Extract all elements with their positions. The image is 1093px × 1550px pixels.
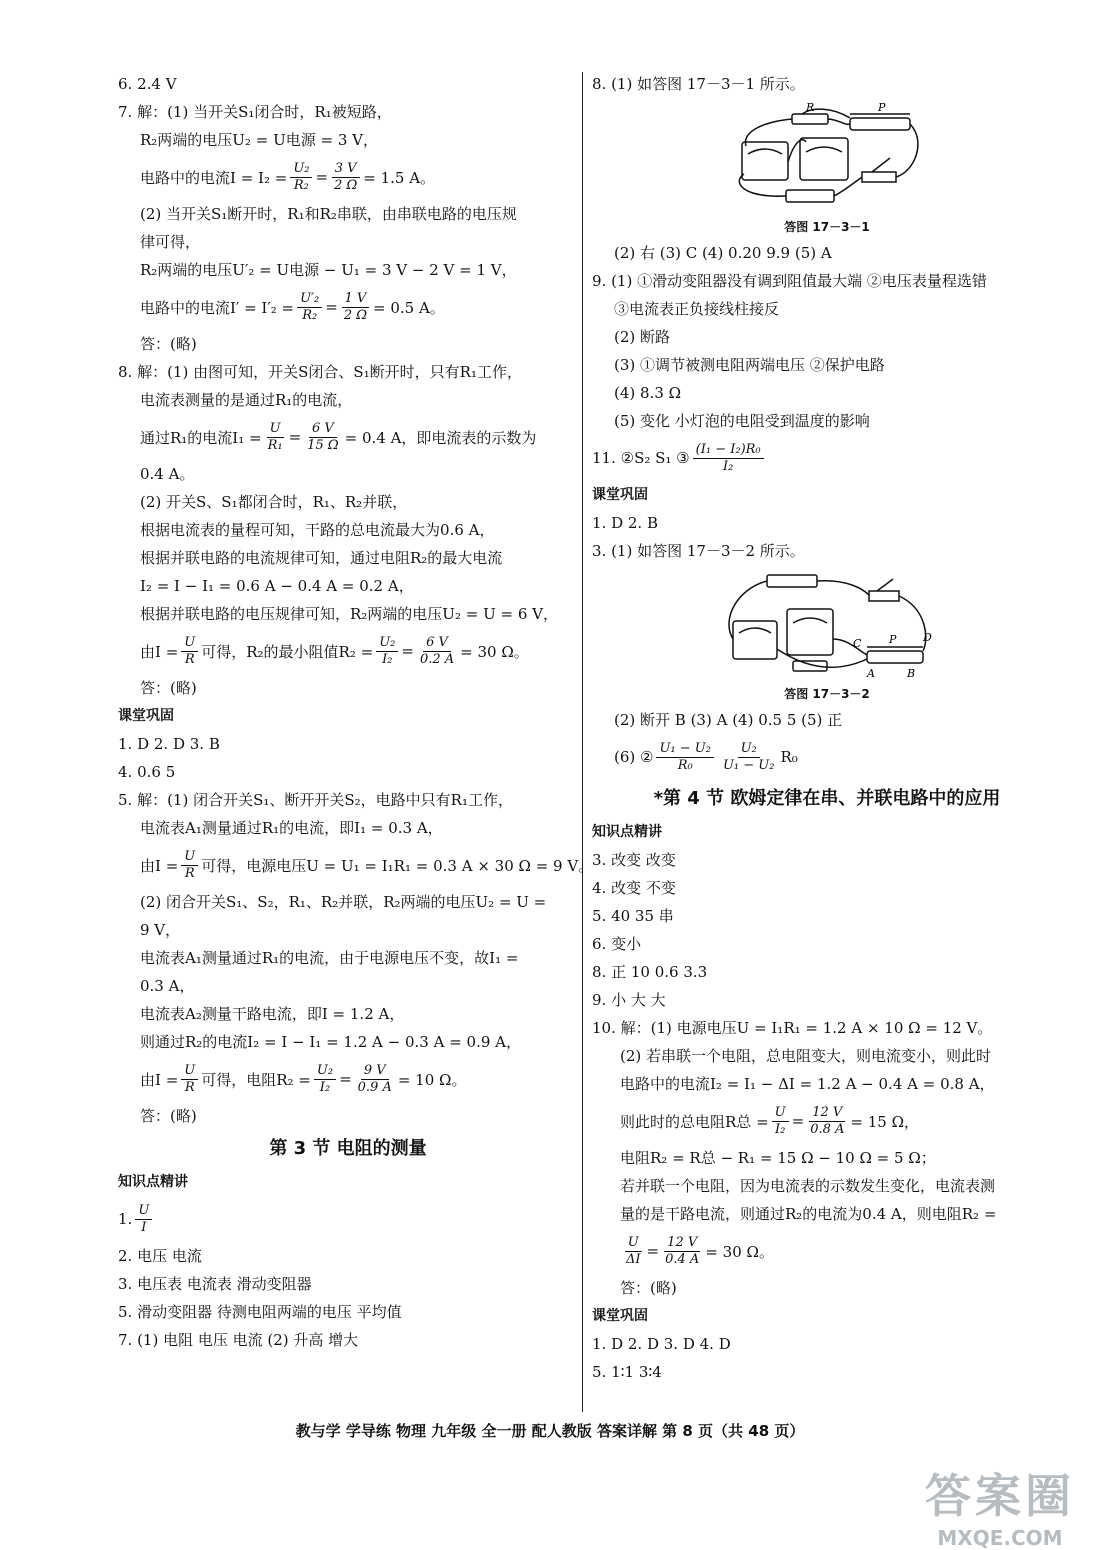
answer-line: R₂两端的电压U′₂ = U电源 − U₁ = 3 V − 2 V = 1 V， [140, 261, 517, 279]
circuit-figure-17-3-1 [592, 102, 1062, 235]
fraction [331, 161, 360, 194]
formula-text: 由I = [140, 642, 179, 661]
formula-text: 1. [118, 1210, 133, 1228]
answer-line: 电流表A₁测量通过R₁的电流，即I₁ = 0.3 A， [140, 819, 443, 837]
numerator: U₁ − U₂ [656, 741, 714, 758]
answer-line: 4. 改变 不变 [592, 879, 676, 897]
fraction [417, 635, 457, 668]
answer-line: 根据并联电路的电流规律可知，通过电阻R₂的最大电流 [140, 549, 503, 567]
label-b: B [907, 667, 916, 680]
fraction [772, 1105, 789, 1138]
fraction [623, 1235, 644, 1268]
denominator: 2 Ω [334, 177, 358, 193]
answer-line: 电流表A₁测量通过R₁的电流，由于电源电压不变，故I₁ = [140, 949, 519, 967]
fraction [181, 1063, 198, 1096]
formula-line [592, 435, 1062, 481]
answer-line: 6. 2.4 V [118, 75, 177, 93]
answer-line: 3. 电压表 电流表 滑动变阻器 [118, 1275, 312, 1293]
answer-line: 7. 解：(1) 当开关S₁闭合时，R₁被短路， [118, 103, 392, 121]
numerator: 9 V [361, 1063, 389, 1080]
denominator: I₂ [722, 458, 734, 474]
answer-line: 律可得， [140, 233, 201, 251]
fraction [181, 849, 198, 882]
formula-line [118, 414, 578, 460]
fraction [181, 635, 198, 668]
denominator: ΔI [626, 1251, 641, 1267]
formula-text: = [646, 1242, 660, 1260]
answer-line: 4. 0.6 5 [118, 763, 176, 781]
answer-line: 3. (1) 如答图 17－3－2 所示。 [592, 542, 805, 560]
numerator: 3 V [332, 161, 360, 178]
label-p: P [889, 633, 897, 646]
circuit-figure-17-3-2 [592, 569, 1062, 702]
answer-line: 5. 解：(1) 闭合开关S₁、断开开关S₂，电路中只有R₁工作， [118, 791, 513, 809]
formula-text: 则此时的总电阻R总 = [620, 1112, 769, 1131]
denominator: R [184, 1079, 195, 1095]
answer-line: 5. 滑动变阻器 待测电阻两端的电压 平均值 [118, 1303, 402, 1321]
answer-line: 电流表测量的是通过R₁的电流， [140, 391, 353, 409]
denominator: R₂ [293, 177, 309, 193]
denominator: R₀ [677, 757, 693, 773]
fraction [656, 741, 714, 774]
answer-line: 1. D 2. B [592, 514, 658, 532]
denominator: R [184, 651, 195, 667]
answer-line: 8. 解：(1) 由图可知，开关S闭合、S₁断开时，只有R₁工作， [118, 363, 522, 381]
answer-line: 根据并联电路的电压规律可知，R₂两端的电压U₂ = U = 6 V， [140, 605, 558, 623]
answer-line: 9 V， [140, 921, 181, 939]
denominator: I₂ [774, 1121, 786, 1137]
numerator: U [181, 1063, 198, 1080]
denominator: 0.4 A [665, 1251, 700, 1267]
numerator: 6 V [423, 635, 451, 652]
label-c: C [853, 637, 862, 650]
formula-text: = 30 Ω。 [460, 642, 529, 661]
answer-line: 10. 解：(1) 电源电压U = I₁R₁ = 1.2 A × 10 Ω = 12 V。 [592, 1019, 993, 1037]
label-r: R [806, 102, 815, 114]
denominator: 0.8 A [810, 1121, 845, 1137]
answer-line: 答：(略) [620, 1279, 677, 1297]
formula-text: 11. ②S₂ S₁ ③ [592, 449, 690, 467]
right-column [592, 70, 1062, 1386]
denominator: R [184, 865, 195, 881]
answer-line: 9. 小 大 大 [592, 991, 666, 1009]
formula-line [118, 842, 594, 888]
answer-line: 5. 1∶1 3∶4 [592, 1363, 662, 1381]
denominator: 2 Ω [343, 307, 368, 323]
circuit-diagram [722, 102, 932, 214]
answer-line: 5. 40 35 串 [592, 907, 674, 925]
formula-text: = [339, 1070, 352, 1088]
fraction [693, 442, 764, 475]
answer-line: 答：(略) [140, 1107, 197, 1125]
section-title: 第 3 节 电阻的测量 [269, 1138, 427, 1159]
numerator: U [181, 849, 198, 866]
numerator: 1 V [342, 291, 370, 308]
formula-text: 由I = [140, 1070, 179, 1089]
answer-line: 6. 变小 [592, 935, 642, 953]
denominator: I₂ [319, 1079, 331, 1095]
formula-text: = [325, 298, 338, 316]
answer-line: R₂两端的电压U₂ = U电源 = 3 V， [140, 131, 378, 149]
fraction [290, 161, 312, 194]
fraction [341, 291, 370, 324]
section-title: *第 4 节 欧姆定律在串、并联电路中的应用 [653, 788, 1001, 809]
formula-line [118, 628, 578, 674]
section-heading: 知识点精讲 [118, 1174, 188, 1190]
denominator: 0.2 A [419, 651, 455, 667]
answer-line: 电阻R₂ = R总 − R₁ = 15 Ω − 10 Ω = 5 Ω； [620, 1149, 936, 1167]
formula-text: 可得，R₂的最小阻值R₂ = [201, 642, 374, 661]
circuit-diagram [717, 569, 937, 681]
answer-line: 7. (1) 电阻 电压 电流 (2) 升高 增大 [118, 1331, 359, 1349]
denominator: I [141, 1219, 147, 1235]
denominator: R₁ [267, 437, 283, 453]
answer-line: 9. (1) ①滑动变阻器没有调到阻值最大端 ②电压表量程选错 [592, 272, 987, 290]
watermark-title: 答案圈 [925, 1469, 1075, 1523]
answer-line: 电流表A₂测量干路电流，即I = 1.2 A， [140, 1005, 405, 1023]
formula-text: = 15 Ω， [850, 1112, 920, 1131]
denominator: R₂ [302, 307, 318, 323]
answer-line: 则通过R₂的电流I₂ = I − I₁ = 1.2 A − 0.3 A = 0.9 A， [140, 1033, 521, 1051]
denominator: U₁ − U₂ [722, 757, 775, 773]
answer-line: 2. 电压 电流 [118, 1247, 202, 1265]
formula-text: 通过R₁的电流I₁ = [140, 428, 262, 447]
denominator: I₂ [382, 651, 393, 667]
label-p: P [878, 102, 886, 114]
formula-text: = [288, 428, 302, 446]
formula-line [118, 1196, 578, 1242]
fraction [720, 741, 778, 774]
answer-line: (2) 当开关S₁断开时，R₁和R₂串联，由串联电路的电压规 [140, 205, 517, 223]
figure-caption: 答图 17－3－1 [784, 220, 870, 234]
fraction [662, 1235, 702, 1268]
answer-line: 量的是干路电流，则通过R₂的电流为0.4 A，则电阻R₂ = [620, 1205, 997, 1223]
page-footer: 教与学 学导练 物理 九年级 全一册 配人教版 答案详解 第 8 页（共 48 页） [295, 1422, 805, 1440]
answer-line: 1. D 2. D 3. B [118, 735, 220, 753]
left-column [118, 70, 594, 1354]
answer-line: 0.4 A。 [140, 465, 195, 483]
fraction [807, 1105, 847, 1138]
formula-line [118, 154, 578, 200]
figure-caption: 答图 17－3－2 [784, 687, 870, 701]
label-a: A [867, 667, 875, 680]
numerator: U₂ [738, 741, 760, 758]
numerator: 12 V [664, 1235, 700, 1252]
formula-line [118, 1056, 578, 1102]
fraction [314, 1063, 336, 1096]
answer-line: 8. (1) 如答图 17－3－1 所示。 [592, 75, 805, 93]
section-heading: 课堂巩固 [592, 1308, 648, 1324]
answer-line: 根据电流表的量程可知，干路的总电流最大为0.6 A， [140, 521, 495, 539]
formula-text: = 1.5 A。 [363, 168, 436, 187]
column-divider [582, 72, 583, 1412]
numerator: U₂ [376, 635, 398, 652]
answer-line: 电路中的电流I₂ = I₁ − ΔI = 1.2 A − 0.4 A = 0.8 A， [620, 1075, 995, 1093]
answer-line: (2) 开关S、S₁都闭合时，R₁、R₂并联， [140, 493, 408, 511]
answer-line: (4) 8.3 Ω [614, 384, 682, 402]
formula-text: = [401, 642, 414, 660]
answer-line: 3. 改变 改变 [592, 851, 676, 869]
numerator: U₂ [314, 1063, 336, 1080]
formula-text: 由I = [140, 856, 179, 875]
formula-text: = 0.5 A。 [373, 298, 445, 317]
label-d: D [923, 631, 932, 644]
formula-text: 电路中的电流I′ = I′₂ = [140, 298, 295, 317]
section-heading: 知识点精讲 [592, 824, 662, 840]
formula-text: = 30 Ω。 [705, 1242, 774, 1261]
formula-line [592, 1228, 1062, 1274]
numerator: U [772, 1105, 789, 1122]
numerator: U [135, 1203, 152, 1220]
formula-line [592, 734, 1062, 780]
numerator: U′₂ [297, 291, 322, 308]
fraction [265, 421, 286, 454]
numerator: 12 V [809, 1105, 845, 1122]
numerator: U [181, 635, 198, 652]
denominator: 15 Ω [307, 437, 339, 453]
answer-line: 答：(略) [140, 335, 197, 353]
answer-line: (2) 闭合开关S₁、S₂，R₁、R₂并联，R₂两端的电压U₂ = U = [140, 893, 547, 911]
formula-text: = [791, 1112, 805, 1130]
watermark-url: MXQE.COM [937, 1526, 1063, 1550]
formula-text: 可得，电源电压U = U₁ = I₁R₁ = 0.3 A × 30 Ω = 9 V。 [201, 856, 594, 875]
fraction [135, 1203, 152, 1236]
section-heading: 课堂巩固 [118, 708, 174, 724]
answer-line: (3) ①调节被测电阻两端电压 ②保护电路 [614, 356, 885, 374]
watermark-logo [925, 1460, 1075, 1550]
formula-line [118, 284, 578, 330]
fraction [355, 1063, 395, 1096]
fraction [304, 421, 341, 454]
answer-line: 答：(略) [140, 679, 197, 697]
answer-line: I₂ = I − I₁ = 0.6 A − 0.4 A = 0.2 A， [140, 577, 414, 595]
numerator: 6 V [309, 421, 337, 438]
numerator: U₂ [290, 161, 312, 178]
answer-line: 1. D 2. D 3. D 4. D [592, 1335, 731, 1353]
answer-line: 8. 正 10 0.6 3.3 [592, 963, 708, 981]
formula-text: = 10 Ω。 [397, 1070, 467, 1089]
answer-line: (2) 断开 B (3) A (4) 0.5 5 (5) 正 [614, 711, 843, 729]
denominator: 0.9 A [357, 1079, 392, 1095]
answer-line: (2) 断路 [614, 328, 671, 346]
numerator: (I₁ − I₂)R₀ [693, 442, 764, 459]
answer-line: (2) 右 (3) C (4) 0.20 9.9 (5) A [614, 244, 832, 262]
formula-text: = 0.4 A，即电流表的示数为 [344, 428, 537, 447]
answer-line: (5) 变化 小灯泡的电阻受到温度的影响 [614, 412, 870, 430]
numerator: U [625, 1235, 642, 1252]
answer-line: 若并联一个电阻，因为电流表的示数发生变化，电流表测 [620, 1177, 996, 1195]
fraction [376, 635, 398, 668]
formula-text: 电路中的电流I = I₂ = [140, 168, 288, 187]
formula-text: = [315, 168, 329, 186]
answer-line: 0.3 A， [140, 977, 195, 995]
numerator: U [267, 421, 284, 438]
answer-line: ③电流表正负接线柱接反 [614, 300, 780, 318]
section-heading: 课堂巩固 [592, 487, 648, 503]
formula-text: (6) ② [614, 748, 654, 766]
fraction [297, 291, 322, 324]
answer-line: (2) 若串联一个电阻，总电阻变大，则电流变小，则此时 [620, 1047, 992, 1065]
formula-line [592, 1098, 1062, 1144]
formula-text: 可得，电阻R₂ = [201, 1070, 311, 1089]
formula-text: R₀ [780, 748, 798, 766]
